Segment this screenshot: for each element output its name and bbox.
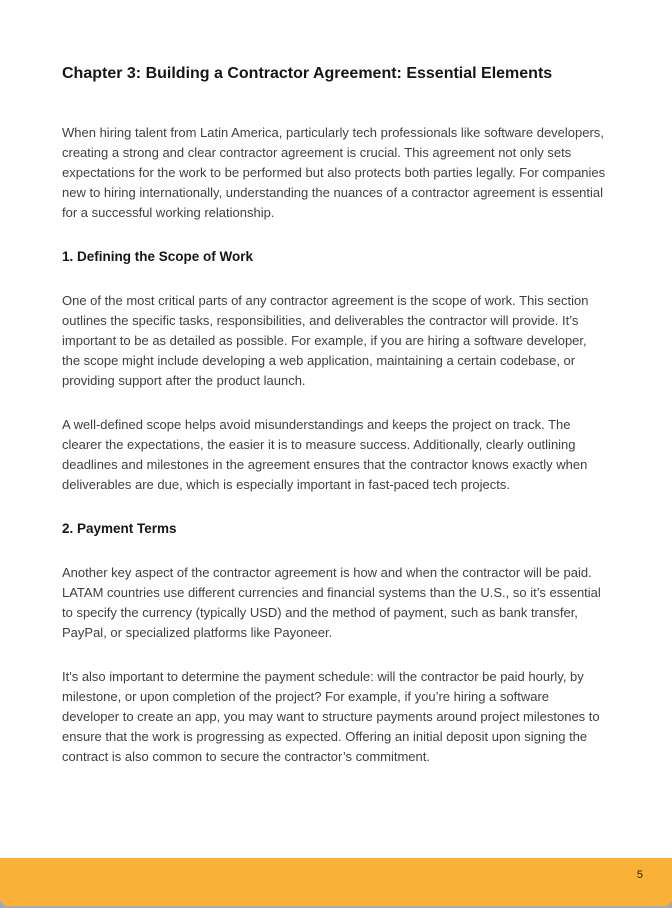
paragraph-intro: When hiring talent from Latin America, particularly tech professionals like software developers, creating a strong and clear contractor agreement is crucial. This agreement not only sets expectations for the work to be performed but also protects both parties legally. For companies new to hiring internationally, understanding the nuances of a contractor agreement is essential for a successful working relationship.	[62, 125, 606, 220]
section-heading-payment-terms: 2. Payment Terms	[62, 521, 177, 536]
paragraph-payment-2: It's also important to determine the payment schedule: will the contractor be paid hourly, by milestone, or upon completion of the project? For example, if you’re hiring a software developer to create an app, you may want to structure payments around project milestones to ensure that the work is progressing as expected. Offering an initial deposit upon signing the contract is also common to secure the contractor’s commitment.	[62, 669, 600, 764]
page-content	[62, 63, 607, 791]
page-number: 5	[636, 869, 643, 881]
paragraph-scope-2: A well-defined scope helps avoid misunderstandings and keeps the project on track. The clearer the expectations, the easier it is to measure success. Additionally, clearly outlining deadlines and milestones in the agreement ensures that the contractor knows exactly when deliverables are due, which is especially important in fast-paced tech projects.	[62, 417, 588, 492]
section-heading-scope-of-work: 1. Defining the Scope of Work	[62, 249, 254, 264]
chapter-title: Chapter 3: Building a Contractor Agreement: Essential Elements	[62, 65, 553, 82]
footer-bar	[0, 858, 672, 906]
paragraph-scope-1: One of the most critical parts of any contractor agreement is the scope of work. This section outlines the specific tasks, responsibilities, and deliverables the contractor will provide. It’s important to be as detailed as possible. For example, if you are hiring a software developer, the scope might include developing a web application, maintaining a certain codebase, or providing support after the product launch.	[62, 293, 589, 388]
paragraph-payment-1: Another key aspect of the contractor agreement is how and when the contractor will be paid. LATAM countries use different currencies and financial systems than the U.S., so it’s essential to specify the currency (typically USD) and the method of payment, such as bank transfer, PayPal, or specialized platforms like Payoneer.	[62, 565, 601, 640]
